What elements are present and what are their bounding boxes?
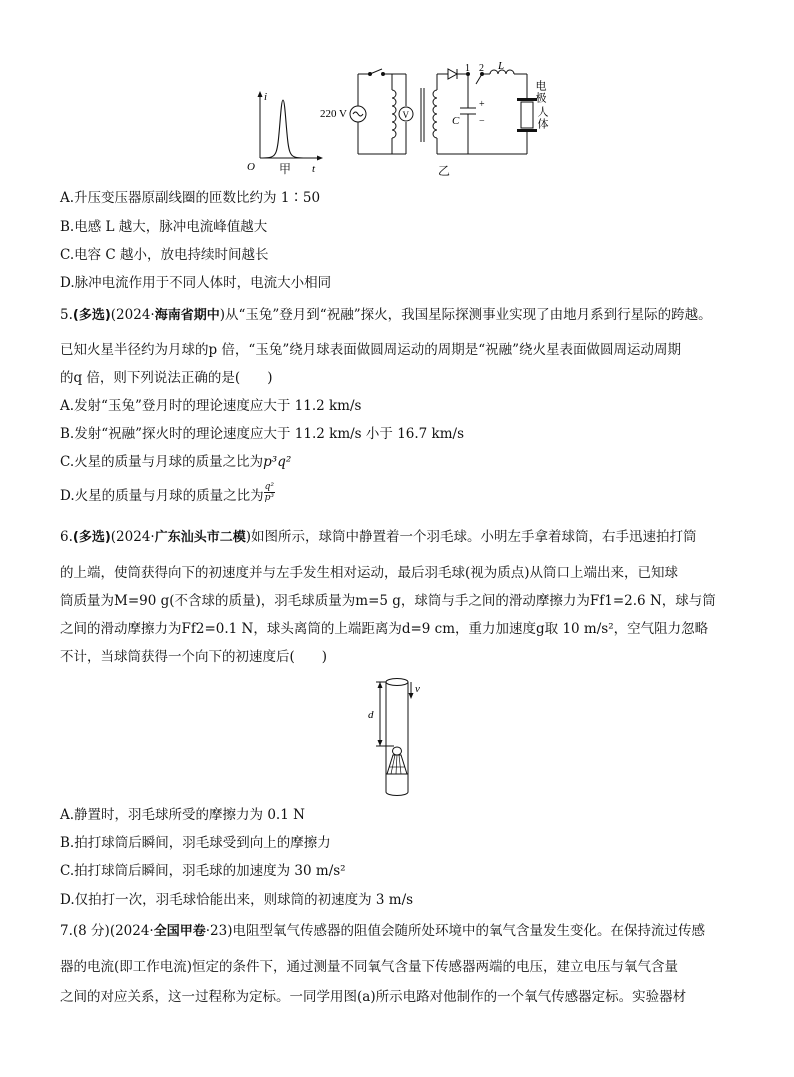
diode-icon	[448, 69, 457, 79]
q6-option-b: B.拍打球筒后瞬间，羽毛球受到向上的摩擦力	[60, 835, 331, 851]
q7-stem-line-3: 之间的对应关系，这一过程称为定标。一同学用图(a)所示电路对他制作的一个氧气传感器定标。实验器材	[60, 989, 687, 1005]
q6-option-c: C.拍打球筒后瞬间，羽毛球的加速度为 30 m/s²	[60, 863, 346, 879]
q5-source: 海南省期中	[154, 308, 220, 323]
q6-stem-line-2: 的上端，使筒获得向下的初速度并与左手发生相对运动，最后羽毛球(视为质点)从筒口上端出来，已知球	[60, 565, 679, 581]
q7-number: 7.	[60, 923, 73, 939]
q6-option-d: D.仅拍打一次，羽毛球恰能出来，则球筒的初速度为 3 m/s	[60, 892, 414, 908]
q6-stem-line-4: 之间的滑动摩擦力为Ff2=0.1 N，球头离筒的上端距离为d=9 cm，重力加速度g取 10 m/s²，空气阻力忽略	[60, 621, 709, 637]
q4-option-a: A.升压变压器原副线圈的匝数比约为 1∶50	[60, 190, 321, 206]
capacitor-plus: +	[479, 99, 485, 110]
q6-tag: (多选)	[72, 530, 111, 545]
q5-stem-line-2: 已知火星半径约为月球的p 倍，“玉兔”绕月球表面做圆周运动的周期是“祝融”绕火星表面做圆周运动周期	[60, 342, 682, 358]
figure-shuttlecock-tube	[362, 674, 432, 800]
velocity-label-v: v	[415, 683, 420, 695]
figure-yi-circuit	[318, 62, 568, 162]
q5-option-d: D.火星的质量与月球的质量之比为 $\frac{\text{q²}}{\text{p³}}$	[60, 482, 275, 504]
primary-coil-icon	[392, 90, 396, 138]
q7-source: 全国甲卷	[153, 924, 206, 939]
q5-stem-line-3: 的q 倍，则下列说法正确的是( )	[60, 370, 273, 386]
q5-stem-line-1: 5.(多选)(2024·海南省期中)从“玉兔”登月到“祝融”探火，我国星际探测事业实现了由地月系到行星际的跨越。	[60, 307, 712, 323]
q6-stem-line-5: 不计，当球筒获得一个向下的初速度后( )	[60, 649, 328, 665]
q7-stem-line-1: 7.(8 分)(2024·全国甲卷·23)电阻型氧气传感器的阻值会随所处环境中的氧气含量发生变化。在保持流过传感	[60, 923, 705, 939]
capacitor-minus: −	[479, 116, 485, 127]
q5-number: 5.	[60, 307, 73, 323]
secondary-coil-icon	[433, 90, 437, 138]
inductor-label: L	[498, 62, 505, 72]
voltmeter-label: V	[402, 110, 409, 120]
q6-stem-line-1: 6.(多选)(2024·广东汕头市二模)如图所示，球筒中静置着一个羽毛球。小明左手拿着球筒，右手迅速拍打筒	[60, 529, 697, 545]
q5-option-b: B.发射“祝融”探火时的理论速度应大于 11.2 km/s 小于 16.7 km/s	[60, 426, 465, 442]
source-label: 220 V	[320, 108, 347, 120]
switch-position-1: 1	[465, 63, 470, 74]
q6-number: 6.	[60, 529, 73, 545]
q6-stem-line-3: 筒质量为M=90 g(不含球的质量)，羽毛球质量为m=5 g，球筒与手之间的滑动摩擦力为Ff1=2.6 N，球与筒	[60, 593, 716, 609]
pulse-curve	[260, 100, 306, 158]
q4-option-c: C.电容 C 越小，放电持续时间越长	[60, 247, 269, 263]
axis-origin-O: O	[247, 161, 255, 173]
q5-option-d-fraction: $\frac{\text{q²}}{\text{p³}}$	[264, 482, 275, 503]
q4-option-b: B.电感 L 越大，脉冲电流峰值越大	[60, 219, 268, 235]
axis-label-i: i	[264, 91, 268, 103]
electrode-label: 电极	[534, 80, 546, 104]
q7-stem-line-2: 器的电流(即工作电流)恒定的条件下，通过测量不同氧气含量下传感器两端的电压，建立电压与氧气含量	[60, 959, 679, 975]
figure-yi-caption: 乙	[438, 164, 451, 178]
q7-score: (8 分)	[72, 923, 110, 939]
shuttlecock-head-icon	[393, 747, 402, 755]
electrode-bottom-icon	[517, 129, 537, 132]
switch-position-2: 2	[479, 63, 484, 74]
dimension-label-d: d	[368, 709, 374, 721]
q5-option-c-expr: p³q²	[263, 454, 292, 470]
q5-option-a: A.发射“玉兔”登月时的理论速度应大于 11.2 km/s	[60, 398, 362, 414]
body-label: 人体	[536, 106, 548, 130]
q5-tag: (多选)	[72, 308, 111, 323]
selector-switch-icon	[476, 74, 482, 84]
human-body-icon	[521, 102, 533, 128]
axis-label-t: t	[312, 163, 316, 175]
figure-jia-caption: 甲	[279, 162, 292, 176]
q5-option-c: C.火星的质量与月球的质量之比为p³q²	[60, 454, 292, 470]
capacitor-label: C	[452, 115, 460, 127]
q6-option-a: A.静置时，羽毛球所受的摩擦力为 0.1 N	[60, 807, 305, 823]
q4-option-d: D.脉冲电流作用于不同人体时，电流大小相同	[60, 275, 332, 291]
q6-source: 广东汕头市二模	[154, 530, 246, 545]
